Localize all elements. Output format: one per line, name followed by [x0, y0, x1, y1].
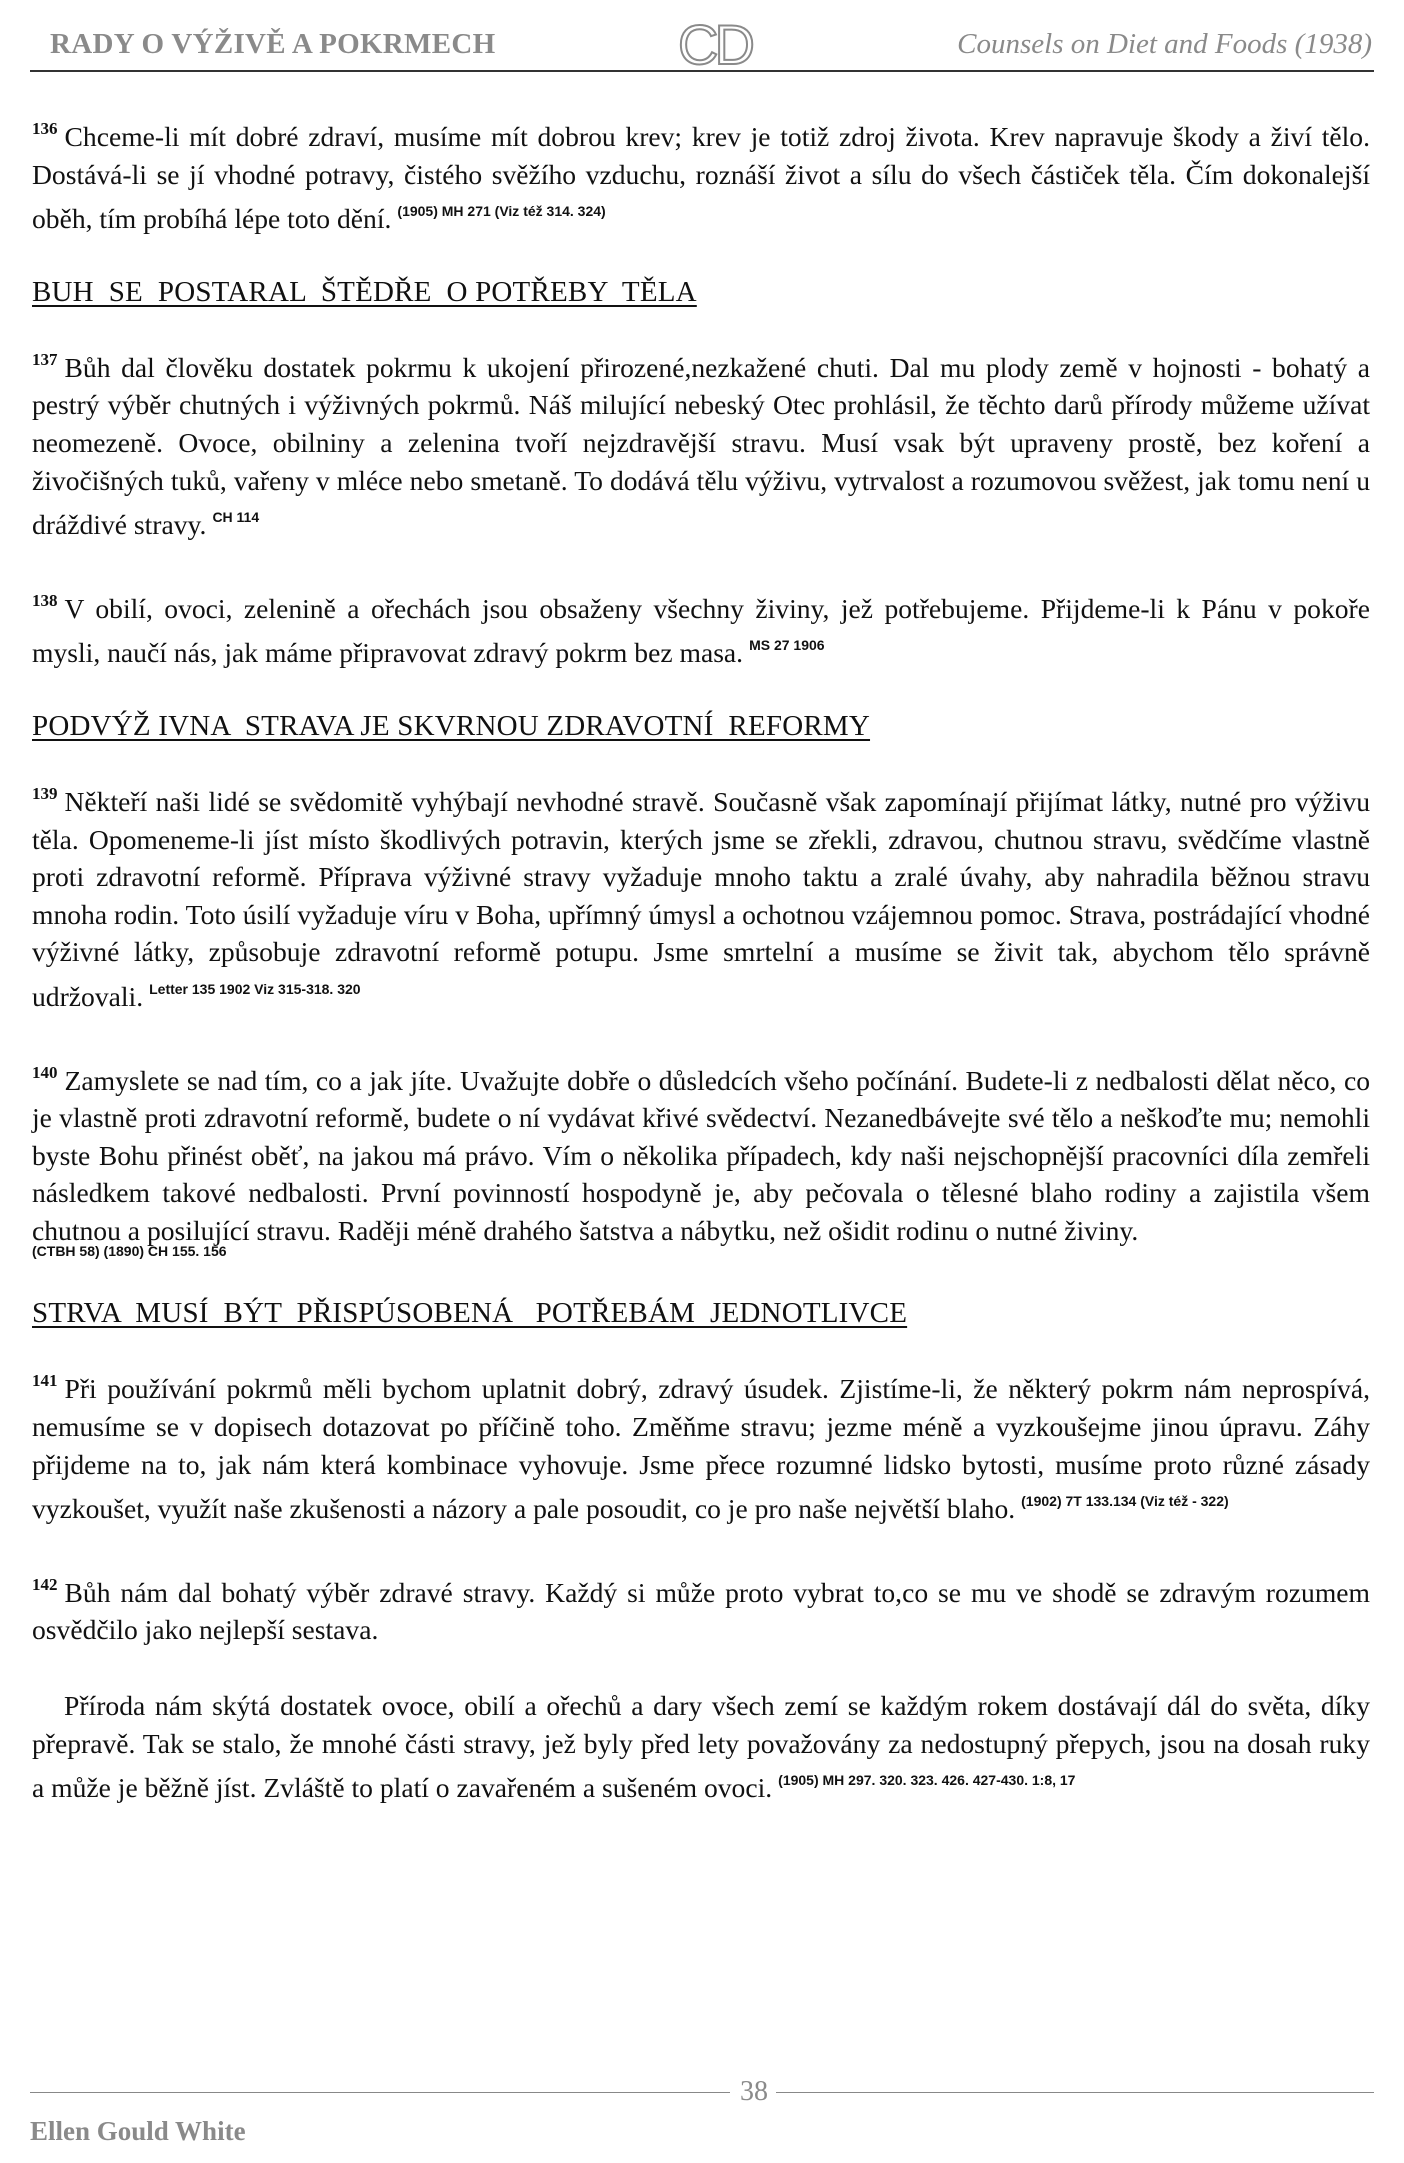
paragraph-138: [32, 582, 1370, 672]
header-left-title: RADY O VÝŽIVĚ A POKRMECH: [50, 28, 496, 60]
paragraph-text: Někteří naši lidé se svědomitě vyhýbají nevhodné stravě. Současně však zapomínají přijímat látky, nutné pro výživu těla. Opomeneme-li jíst místo škodlivých potravin, kterých jsme se zřekli, zdravou, chutnou stravu, svědčíme vlastně proti zdravotní reformě. Příprava výživné stravy vyžaduje mnoho taktu a zralé úvahy, aby nahradila běžnou stravu mnoha rodin. Toto úsilí vyžaduje víru v Boha, upřímný úmysl a ochotnou vzájemnou pomoc. Strava, postrádající vhodné výživné látky, způsobuje zdravotní reformě potupu. Jsme smrtelní a musíme se živit tak, abychom tělo správně udržovali.: [32, 785, 1370, 1012]
paragraph-continuation: [32, 1687, 1370, 1807]
header-right-title: Counsels on Diet and Foods (1938): [957, 28, 1372, 60]
paragraph-139: [32, 775, 1370, 1016]
section-heading: STRVA MUSÍ BÝT PŘISPÚSOBENÁ POTŘEBÁM JEDNOTLIVCE: [32, 1297, 908, 1330]
paragraph-number: 140: [32, 1062, 58, 1082]
reference: (1905) MH 297. 320. 323. 426. 427-430. 1:8, 17: [778, 1772, 1076, 1789]
paragraph-text: Příroda nám skýtá dostatek ovoce, obilí a ořechů a dary všech zemí se každým rokem dostávají dál do světa, díky přepravě. Tak se stalo, že mnohé části stravy, jež byly před lety považovány za nedostupný přepych, jsou na dosah ruky a může je běžně jíst. Zvláště to platí o zavařeném a sušeném ovoci.: [32, 1690, 1370, 1804]
paragraph-text: Chceme-li mít dobré zdraví, musíme mít dobrou krev; krev je totiž zdroj života. Krev napravuje škody a živí tělo. Dostává-li se jí vhodné potravy, čistého svěžího vzduchu, roznáší život a sílu do všech částiček těla. Čím dokonalejší oběh, tím probíhá lépe toto dění.: [32, 121, 1370, 235]
reference: MS 27 1906: [749, 637, 825, 654]
section-heading: BUH SE POSTARAL ŠTĚDŘE O POTŘEBY TĚLA: [32, 275, 697, 308]
page-number: 38: [740, 2076, 768, 2107]
paragraph-142: [32, 1566, 1370, 1649]
reference: (CTBH 58) (1890) CH 155. 156: [32, 1243, 227, 1260]
reference: (1902) 7T 133.134 (Viz též - 322): [1021, 1493, 1229, 1510]
paragraph-140: [32, 1054, 1370, 1260]
paragraph-number: 141: [32, 1371, 58, 1391]
paragraph-text: V obilí, ovoci, zelenině a ořechách jsou obsaženy všechny živiny, jež potřebujeme. Přijdeme-li k Pánu v pokoře mysli, naučí nás, jak máme připravovat zdravý pokrm bez masa.: [32, 592, 1370, 669]
paragraph-text: Zamyslete se nad tím, co a jak jíte. Uvažujte dobře o důsledcích všeho počínání. Budete-li z nedbalosti dělat něco, co je vlastně proti zdravotní reformě, budete o ní vydávat křivé svědectví. Nezanedbávejte své tělo a neškoďte mu; nemohli byste Bohu přinést oběť, na jakou má právo. Vím o několika případech, kdy naši nejschopnější pracovníci díla zemřeli následkem takové nedbalosti. První povinností hospodyně je, aby pečovala o tělesné blaho rodiny a zajistila všem chutnou a posilující stravu. Raději méně drahého šatstva a nábytku, než ošidit rodinu o nutné živiny.: [32, 1064, 1370, 1246]
paragraph-number: 139: [32, 783, 58, 803]
reference: Letter 135 1902 Viz 315-318. 320: [149, 980, 361, 997]
footer-rule-right: [776, 2092, 1374, 2093]
footer-author: Ellen Gould White: [30, 2116, 246, 2146]
paragraph-141: [32, 1362, 1370, 1527]
paragraph-number: 136: [32, 119, 58, 138]
paragraph-136: [32, 110, 1370, 238]
page-header: [50, 13, 1372, 76]
paragraph-number: 138: [32, 590, 58, 610]
paragraph-number: 142: [32, 1574, 58, 1594]
page-content: [32, 110, 1370, 1845]
footer-rule-left: [30, 2092, 730, 2093]
cd-logo: CD: [678, 13, 751, 76]
reference: (1905) MH 271 (Viz též 314. 324): [397, 203, 606, 220]
header-rule: [30, 70, 1374, 72]
reference: CH 114: [212, 509, 260, 526]
paragraph-number: 137: [32, 349, 58, 369]
paragraph-137: [32, 341, 1370, 544]
paragraph-text: Bůh dal člověku dostatek pokrmu k ukojení přirozené,nezkažené chuti. Dal mu plody země v hojnosti - bohatý a pestrý výběr chutných i výživných pokrmů. Náš milující nebeský Otec prohlásil, že těchto darů přírody můžeme užívat neomezeně. Ovoce, obilniny a zelenina tvoří nejzdravější stravu. Musí vsak být upraveny prostě, bez koření a živočišných tuků, vařeny v mléce nebo smetaně. To dodává tělu výživu, vytrvalost a rozumovou svěžest, jak tomu není u dráždivé stravy.: [32, 351, 1370, 541]
paragraph-text: Při používání pokrmů měli bychom uplatnit dobrý, zdravý úsudek. Zjistíme-li, že některý pokrm nám neprospívá, nemusíme se v dopisech dotazovat po příčině toho. Změňme stravu; jezme méně a vyzkoušejme jinou úpravu. Záhy přijdeme na to, jak nám která kombinace vyhovuje. Jsme přece rozumné lidsko bytosti, musíme proto různé zásady vyzkoušet, využít naše zkušenosti a názory a pale posoudit, co je pro naše největší blaho.: [32, 1373, 1370, 1525]
paragraph-text: Bůh nám dal bohatý výběr zdravé stravy. Každý si může proto vybrat to,co se mu ve shodě se zdravým rozumem osvědčilo jako nejlepší sestava.: [32, 1576, 1370, 1646]
section-heading: PODVÝŽ IVNA STRAVA JE SKVRNOU ZDRAVOTNÍ REFORMY: [32, 709, 871, 742]
